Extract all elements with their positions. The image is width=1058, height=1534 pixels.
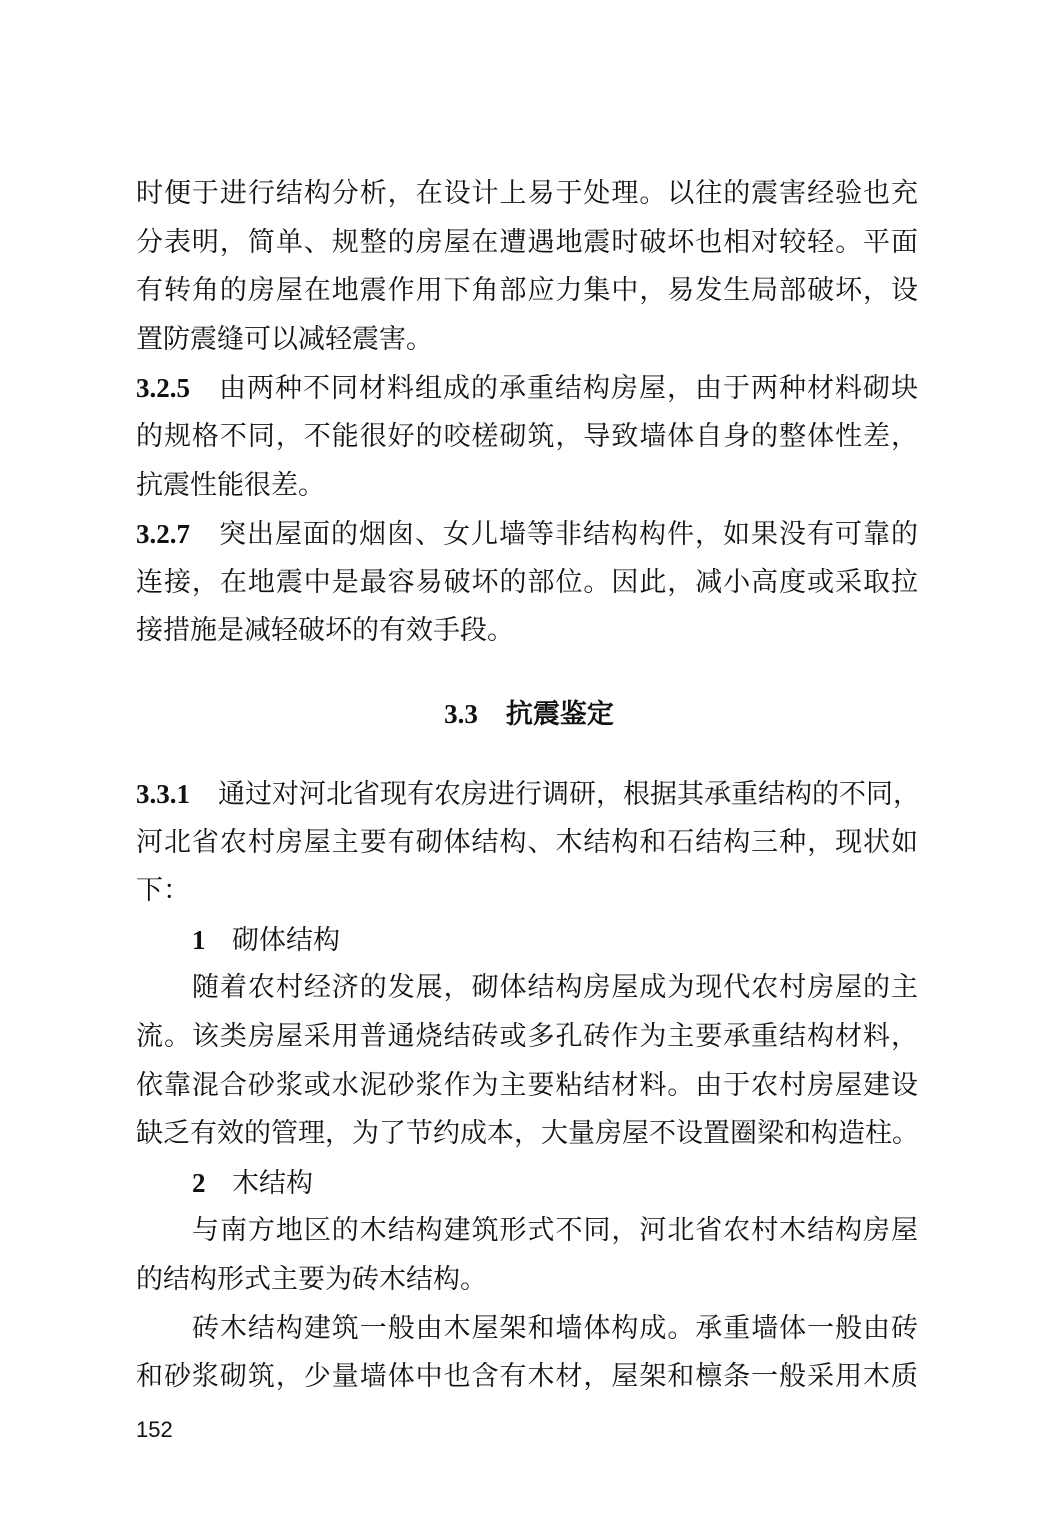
text-block-lower	[136, 770, 918, 1402]
paragraph-line: 依靠混合砂浆或水泥砂浆作为主要粘结材料。由于农村房屋建设	[136, 1069, 918, 1101]
paragraph-line: 下：	[136, 875, 190, 907]
paragraph-line: 的规格不同，不能很好的咬槎砌筑，导致墙体自身的整体性差，	[136, 420, 918, 452]
text-block-upper	[136, 170, 918, 656]
clause-number: 3.3.1	[136, 779, 190, 809]
paragraph-line: 的结构形式主要为砖木结构。	[136, 1263, 487, 1295]
paragraph-line: 与南方地区的木结构建筑形式不同，河北省农村木结构房屋	[192, 1215, 918, 1247]
paragraph-line: 缺乏有效的管理，为了节约成本，大量房屋不设置圈梁和构造柱。	[136, 1118, 919, 1150]
paragraph-line: 分表明，简单、规整的房屋在遭遇地震时破坏也相对较轻。平面	[136, 226, 918, 258]
clause-number: 3.2.5	[136, 373, 190, 404]
section-number: 3.3	[444, 699, 478, 729]
section-title-text: 抗震鉴定	[505, 699, 614, 730]
paragraph-line: 流。该类房屋采用普通烧结砖或多孔砖作为主要承重结构材料，	[136, 1020, 918, 1052]
item-2-heading	[136, 1159, 918, 1208]
paragraph-line: 砖木结构建筑一般由木屋架和墙体构成。承重墙体一般由砖	[192, 1312, 918, 1344]
paragraph-line: 和砂浆砌筑，少量墙体中也含有木材，屋架和檩条一般采用木质	[136, 1361, 918, 1393]
clause-number: 3.2.7	[136, 519, 190, 550]
paragraph-line: 有转角的房屋在地震作用下角部应力集中，易发生局部破坏，设	[136, 275, 918, 307]
paragraph-line: 河北省农村房屋主要有砌体结构、木结构和石结构三种，现状如	[136, 826, 918, 858]
page-number: 152	[136, 1417, 173, 1442]
paragraph-line: 连接，在地震中是最容易破坏的部位。因此，减小高度或采取拉	[136, 566, 918, 598]
paragraph-line: 抗震性能很差。	[136, 469, 325, 501]
paragraph-line: 时便于进行结构分析，在设计上易于处理。以往的震害经验也充	[136, 178, 918, 209]
item-title: 砌体结构	[232, 924, 340, 956]
item-number: 1	[192, 924, 206, 955]
clause-3-2-5-first-line	[136, 364, 918, 413]
clause-3-3-1-first-line	[136, 770, 918, 819]
paragraph-line: 随着农村经济的发展，砌体结构房屋成为现代农村房屋的主	[192, 972, 918, 1004]
paragraph-line: 接措施是减轻破坏的有效手段。	[136, 615, 514, 647]
clause-text: 通过对河北省现有农房进行调研，根据其承重结构的不同，	[218, 779, 920, 810]
clause-text: 突出屋面的烟囱、女儿墙等非结构构件，如果没有可靠的	[218, 519, 918, 551]
item-number: 2	[192, 1167, 206, 1198]
clause-text: 由两种不同材料组成的承重结构房屋，由于两种材料砌块	[218, 373, 918, 405]
clause-3-2-7-first-line	[136, 510, 918, 559]
paragraph-line: 置防震缝可以减轻震害。	[136, 323, 433, 355]
item-title: 木结构	[232, 1167, 313, 1199]
section-heading	[0, 690, 1058, 739]
item-1-heading	[136, 916, 918, 965]
